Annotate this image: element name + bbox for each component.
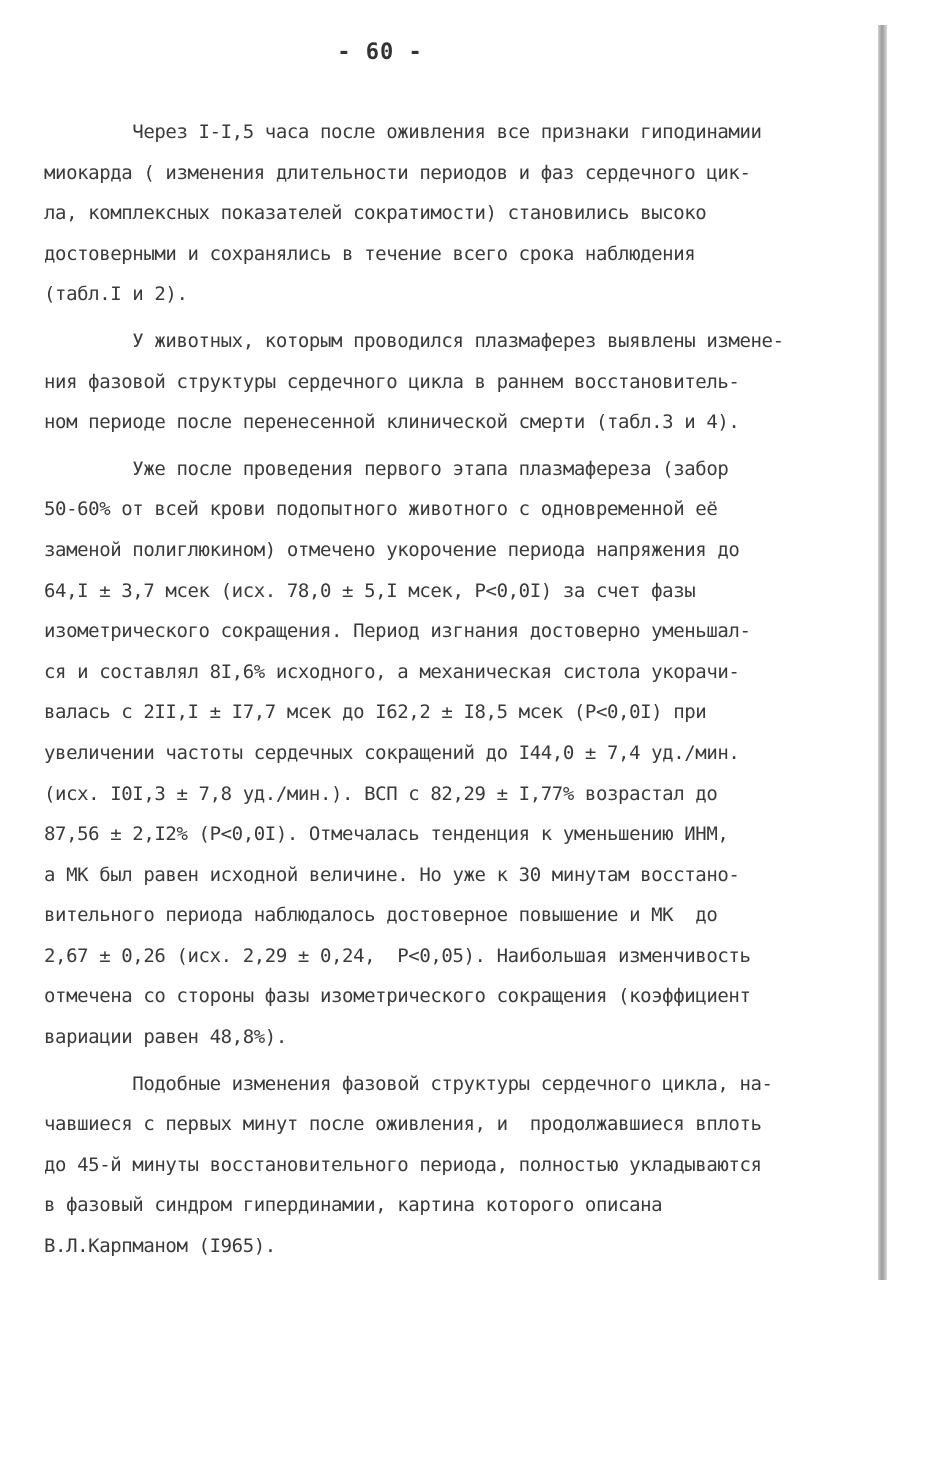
text-line: В.Л.Карпманом (I965).	[44, 1235, 276, 1258]
text-line: ся и составлял 8I,6% исходного, а механическая систола укорачи-	[44, 660, 740, 683]
text-line: вительного периода наблюдалось достоверное повышение и МК до	[44, 904, 718, 927]
text-line: 64,I ± 3,7 мсек (исх. 78,0 ± 5,I мсек, Р<0,0I) за счет фазы	[44, 579, 696, 602]
text-line: 50-60% от всей крови подопытного животного с одновременной её	[44, 498, 718, 521]
text-line: отмечена со стороны фазы изометрического сокращения (коэффициент	[44, 985, 751, 1008]
text-line: миокарда ( изменения длительности периодов и фаз сердечного цик-	[44, 161, 751, 184]
paragraph-1	[44, 112, 874, 315]
text-line: вариации равен 48,8%).	[44, 1026, 287, 1049]
text-line: У животных, которым проводился плазмаферез выявлены измене-	[44, 329, 784, 352]
body-text	[44, 112, 874, 1267]
text-line: (исх. I0I,3 ± 7,8 уд./мин.). ВСП с 82,29 ± I,77% возрастал до	[44, 782, 718, 805]
text-line: ном периоде после перенесенной клинической смерти (табл.3 и 4).	[44, 411, 740, 434]
text-line: Уже после проведения первого этапа плазмафереза (забор	[44, 457, 729, 480]
text-line: чавшиеся с первых минут после оживления, и продолжавшиеся вплоть	[44, 1113, 762, 1136]
text-line: Подобные изменения фазовой структуры сердечного цикла, на-	[44, 1072, 773, 1095]
text-line: 87,56 ± 2,I2% (Р<0,0I). Отмечалась тенденция к уменьшению ИНМ,	[44, 823, 729, 846]
text-line: до 45-й минуты восстановительного периода, полностью укладываются	[44, 1153, 762, 1176]
text-line: заменой полиглюкином) отмечено укорочение периода напряжения до	[44, 538, 740, 561]
text-line: в фазовый синдром гипердинамии, картина которого описана	[44, 1194, 663, 1217]
page-number: - 60 -	[337, 40, 423, 65]
text-line: ла, комплексных показателей сократимости) становились высоко	[44, 202, 707, 225]
paragraph-2	[44, 321, 874, 443]
text-line: Через I-I,5 часа после оживления все признаки гиподинамии	[44, 121, 762, 143]
text-line: 2,67 ± 0,26 (исх. 2,29 ± 0,24, Р<0,05). Наибольшая изменчивость	[44, 944, 751, 967]
text-line: достоверными и сохранялись в течение всего срока наблюдения	[44, 242, 696, 265]
text-line: изометрического сокращения. Период изгнания достоверно уменьшал-	[44, 620, 751, 643]
text-line: увеличении частоты сердечных сокращений до I44,0 ± 7,4 уд./мин.	[44, 741, 740, 764]
paragraph-3	[44, 449, 874, 1058]
scan-binding-edge	[878, 25, 887, 1280]
text-line: ния фазовой структуры сердечного цикла в раннем восстановитель-	[44, 370, 740, 393]
text-line: а МК был равен исходной величине. Но уже к 30 минутам восстано-	[44, 863, 740, 886]
text-line: (табл.I и 2).	[44, 283, 188, 306]
text-line: валась с 2II,I ± I7,7 мсек до I62,2 ± I8,5 мсек (Р<0,0I) при	[44, 701, 707, 724]
paragraph-4	[44, 1064, 874, 1267]
